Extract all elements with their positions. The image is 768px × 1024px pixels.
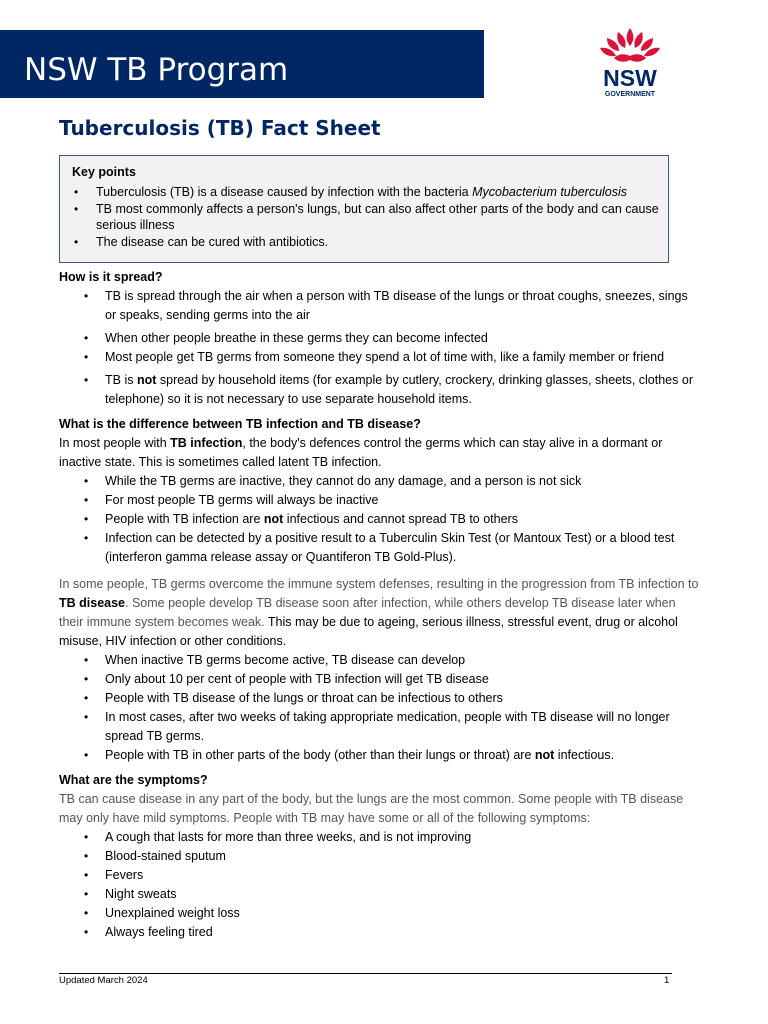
nsw-government-logo [592, 26, 668, 102]
list-item: • In most cases, after two weeks of taking appropriate medication, people with TB disease will no longer spread TB germs. [84, 710, 670, 743]
bullet-icon: • [74, 185, 79, 199]
list-item: • Unexplained weight loss [59, 904, 699, 923]
section-heading-difference: What is the difference between TB infection and TB disease? [59, 417, 421, 431]
bullet-icon: • [84, 710, 89, 724]
bullet-icon: • [74, 202, 79, 216]
list-item: • Fevers [59, 866, 699, 885]
bullet-icon: • [84, 868, 89, 882]
bullet-icon: • [84, 512, 89, 526]
list-item: • Only about 10 per cent of people with TB infection will get TB disease [59, 670, 699, 689]
page-number: 1 [664, 975, 670, 986]
document-title: Tuberculosis (TB) Fact Sheet [59, 116, 381, 140]
spread-list [59, 287, 699, 409]
difference-intro: In most people with TB infection, the body's defences control the germs which can stay alive in a dormant or inactive state. This is sometimes called latent TB infection. [59, 436, 663, 469]
difference-list [59, 472, 699, 567]
list-item: • When inactive TB germs become active, TB disease can develop [59, 651, 699, 670]
footer-updated: Updated March 2024 [59, 975, 148, 986]
section-heading-spread: How is it spread? [59, 270, 163, 284]
section-heading-symptoms: What are the symptoms? [59, 773, 208, 787]
bullet-icon: • [84, 350, 89, 364]
list-item: • Infection can be detected by a positive result to a Tuberculin Skin Test (or Mantoux Test) or a blood test (interferon gamma release assay or Quantiferon TB Gold-Plus). [84, 531, 675, 564]
list-item: • Night sweats [59, 885, 699, 904]
bullet-icon: • [84, 493, 89, 507]
list-item: • When other people breathe in these germs they can become infected [59, 329, 699, 348]
list-item: • Blood-stained sputum [59, 847, 699, 866]
symptoms-list [59, 828, 699, 942]
key-points-list [60, 184, 660, 251]
bullet-icon: • [84, 653, 89, 667]
bullet-icon: • [84, 830, 89, 844]
bullet-icon: • [84, 289, 89, 303]
bullet-icon: • [84, 748, 89, 762]
disease-list [59, 651, 699, 765]
list-item: • People with TB infection are not infectious and cannot spread TB to others [59, 510, 699, 529]
list-item: • TB is not spread by household items (for example by cutlery, crockery, drinking glasses, sheets, clothes or telephone) so it is not necessary to use separate household items. [84, 373, 693, 406]
symptoms-intro: TB can cause disease in any part of the body, but the lungs are the most common. Some people with TB disease may only have mild symptoms. People with TB may have some or all of the following symptoms: [59, 792, 684, 825]
list-item: • TB is spread through the air when a person with TB disease of the lungs or throat coughs, sneezes, sings or speaks, sending germs into the air [84, 289, 688, 322]
bullet-icon: • [84, 474, 89, 488]
bullet-icon: • [84, 331, 89, 345]
footer-divider [59, 973, 672, 974]
list-item: • While the TB germs are inactive, they cannot do any damage, and a person is not sick [59, 472, 699, 491]
key-points-title: Key points [72, 165, 136, 179]
list-item: • A cough that lasts for more than three weeks, and is not improving [59, 828, 699, 847]
bullet-icon: • [84, 925, 89, 939]
bullet-icon: • [84, 531, 89, 545]
list-item: • People with TB in other parts of the body (other than their lungs or throat) are not infectious. [59, 746, 699, 765]
list-item: • People with TB disease of the lungs or throat can be infectious to others [59, 689, 699, 708]
list-item: • The disease can be cured with antibiotics. [74, 235, 329, 249]
list-item: • For most people TB germs will always be inactive [59, 491, 699, 510]
bullet-icon: • [84, 849, 89, 863]
bullet-icon: • [84, 906, 89, 920]
bullet-icon: • [84, 373, 89, 387]
program-title: NSW TB Program [24, 52, 289, 88]
list-item: • Tuberculosis (TB) is a disease caused by infection with the bacteria Mycobacterium tuberculosis [74, 185, 628, 199]
bullet-icon: • [84, 887, 89, 901]
bullet-icon: • [84, 691, 89, 705]
bullet-icon: • [74, 235, 79, 249]
bullet-icon: • [84, 672, 89, 686]
logo-subtext: GOVERNMENT [604, 91, 656, 98]
key-points-box [59, 155, 669, 263]
logo-text: NSW [603, 65, 657, 91]
main-content [59, 268, 699, 942]
list-item: • TB most commonly affects a person's lungs, but can also affect other parts of the body and can cause serious illness [74, 202, 659, 232]
list-item: • Always feeling tired [59, 923, 699, 942]
list-item: • Most people get TB germs from someone they spend a lot of time with, like a family member or friend [59, 348, 699, 367]
disease-paragraph: In some people, TB germs overcome the immune system defenses, resulting in the progression from TB infection to TB disease. Some people develop TB disease soon after infection, while others develop TB disease later when their immune system becomes weak. This may be due to ageing, serious illness, stressful event, drug or alcohol misuse, HIV infection or other conditions. [59, 577, 699, 648]
